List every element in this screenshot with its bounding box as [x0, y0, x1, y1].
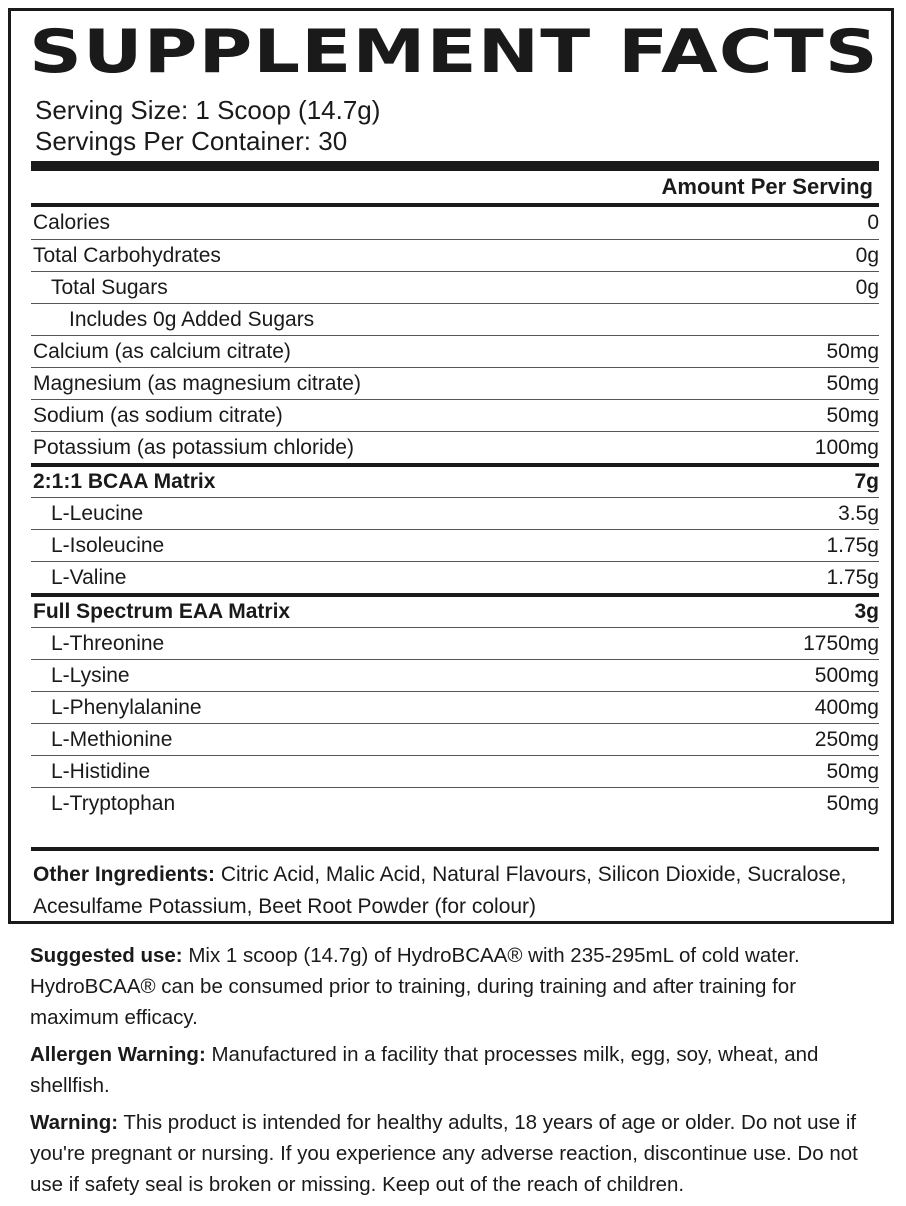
nutrient-value: 1.75g [826, 533, 879, 557]
nutrient-row [31, 239, 879, 271]
nutrient-row [31, 271, 879, 303]
nutrient-label: L-Valine [51, 565, 127, 589]
nutrient-row [31, 303, 879, 335]
allergen-warning-text: Manufactured in a facility that processes milk, egg, soy, wheat, and shellfish. [30, 1043, 819, 1097]
nutrient-label: Sodium (as sodium citrate) [33, 403, 283, 427]
nutrient-row [31, 691, 879, 723]
nutrient-value: 3.5g [838, 501, 879, 525]
nutrient-row [31, 561, 879, 593]
nutrient-label: Calories [33, 211, 111, 234]
nutrient-label: Calcium (as calcium citrate) [33, 339, 291, 363]
nutrient-label: Total Carbohydrates [33, 243, 221, 267]
allergen-warning [30, 1039, 890, 1101]
panel-title: SUPPLEMENT FACTS [29, 17, 879, 87]
matrix-row-eaa [31, 593, 879, 627]
nutrient-label: L-Threonine [51, 631, 165, 655]
nutrient-label: 2:1:1 BCAA Matrix [33, 470, 216, 493]
matrix-row-bcaa [31, 463, 879, 497]
nutrient-value: 500mg [814, 663, 879, 687]
nutrient-value: 50mg [826, 791, 879, 815]
nutrient-label: Total Sugars [51, 275, 168, 299]
nutrient-label: Magnesium (as magnesium citrate) [33, 371, 361, 395]
nutrient-value: 1.75g [826, 565, 879, 589]
nutrient-value: 50mg [826, 371, 879, 395]
nutrient-label: L-Leucine [51, 501, 144, 525]
nutrient-value: 0 [867, 211, 879, 234]
nutrient-label: Potassium (as potassium chloride) [33, 435, 354, 459]
other-ingredients-label: Other Ingredients: [33, 863, 216, 886]
nutrient-row [31, 497, 879, 529]
nutrient-row [31, 529, 879, 561]
nutrient-row [31, 627, 879, 659]
other-ingredients [33, 859, 881, 923]
nutrient-row [31, 787, 879, 819]
usage-and-warnings [30, 940, 890, 1206]
nutrient-label: L-Isoleucine [51, 533, 165, 557]
servings-per-container: Servings Per Container: 30 [35, 126, 348, 156]
nutrient-row [31, 431, 879, 463]
nutrient-value: 0g [855, 243, 879, 267]
table-bottom-divider [31, 847, 879, 851]
nutrient-label: L-Histidine [51, 759, 151, 783]
nutrient-label: L-Methionine [51, 727, 173, 751]
nutrient-row [31, 367, 879, 399]
nutrient-row [31, 335, 879, 367]
nutrient-label: L-Phenylalanine [51, 695, 202, 719]
thick-divider [31, 161, 879, 171]
serving-info [35, 95, 380, 157]
nutrient-table [31, 207, 879, 819]
warning-text: This product is intended for healthy adults, 18 years of age or older. Do not use if you're pregnant or nursing. If you experience any adverse reaction, discontinue use. Do not use if safety seal is broken or missing. Keep out of the reach of children. [30, 1111, 858, 1196]
nutrient-label: L-Tryptophan [51, 791, 176, 815]
nutrient-label: L-Lysine [51, 663, 130, 687]
suggested-use-text: Mix 1 scoop (14.7g) of HydroBCAA® with 235-295mL of cold water. HydroBCAA® can be consumed prior to training, during training and after training for maximum efficacy. [30, 944, 800, 1029]
supplement-facts-panel [8, 8, 894, 924]
nutrient-row [31, 659, 879, 691]
nutrient-value: 50mg [826, 339, 879, 363]
nutrient-row [31, 723, 879, 755]
nutrient-label: Full Spectrum EAA Matrix [33, 600, 291, 623]
nutrient-value: 1750mg [803, 631, 879, 655]
nutrient-value: 3g [854, 600, 879, 623]
nutrient-value: 7g [854, 470, 879, 493]
allergen-warning-label: Allergen Warning: [30, 1043, 206, 1066]
serving-size: Serving Size: 1 Scoop (14.7g) [35, 95, 381, 125]
warning-label: Warning: [30, 1111, 119, 1134]
general-warning [30, 1107, 890, 1200]
amount-per-serving-header: Amount Per Serving [661, 174, 873, 199]
nutrient-value: 100mg [814, 435, 879, 459]
suggested-use-label: Suggested use: [30, 944, 183, 967]
nutrient-label: Includes 0g Added Sugars [69, 307, 315, 331]
nutrient-value: 400mg [814, 695, 879, 719]
nutrient-value: 0g [855, 275, 879, 299]
suggested-use [30, 940, 890, 1033]
nutrient-row [31, 399, 879, 431]
nutrient-value: 250mg [814, 727, 879, 751]
nutrient-row [31, 207, 879, 239]
nutrient-value: 50mg [826, 403, 879, 427]
nutrient-row [31, 755, 879, 787]
nutrient-value: 50mg [826, 759, 879, 783]
other-ingredients-text: Citric Acid, Malic Acid, Natural Flavours, Silicon Dioxide, Sucralose, Acesulfame Potassium, Beet Root Powder (for colour) [33, 863, 847, 918]
